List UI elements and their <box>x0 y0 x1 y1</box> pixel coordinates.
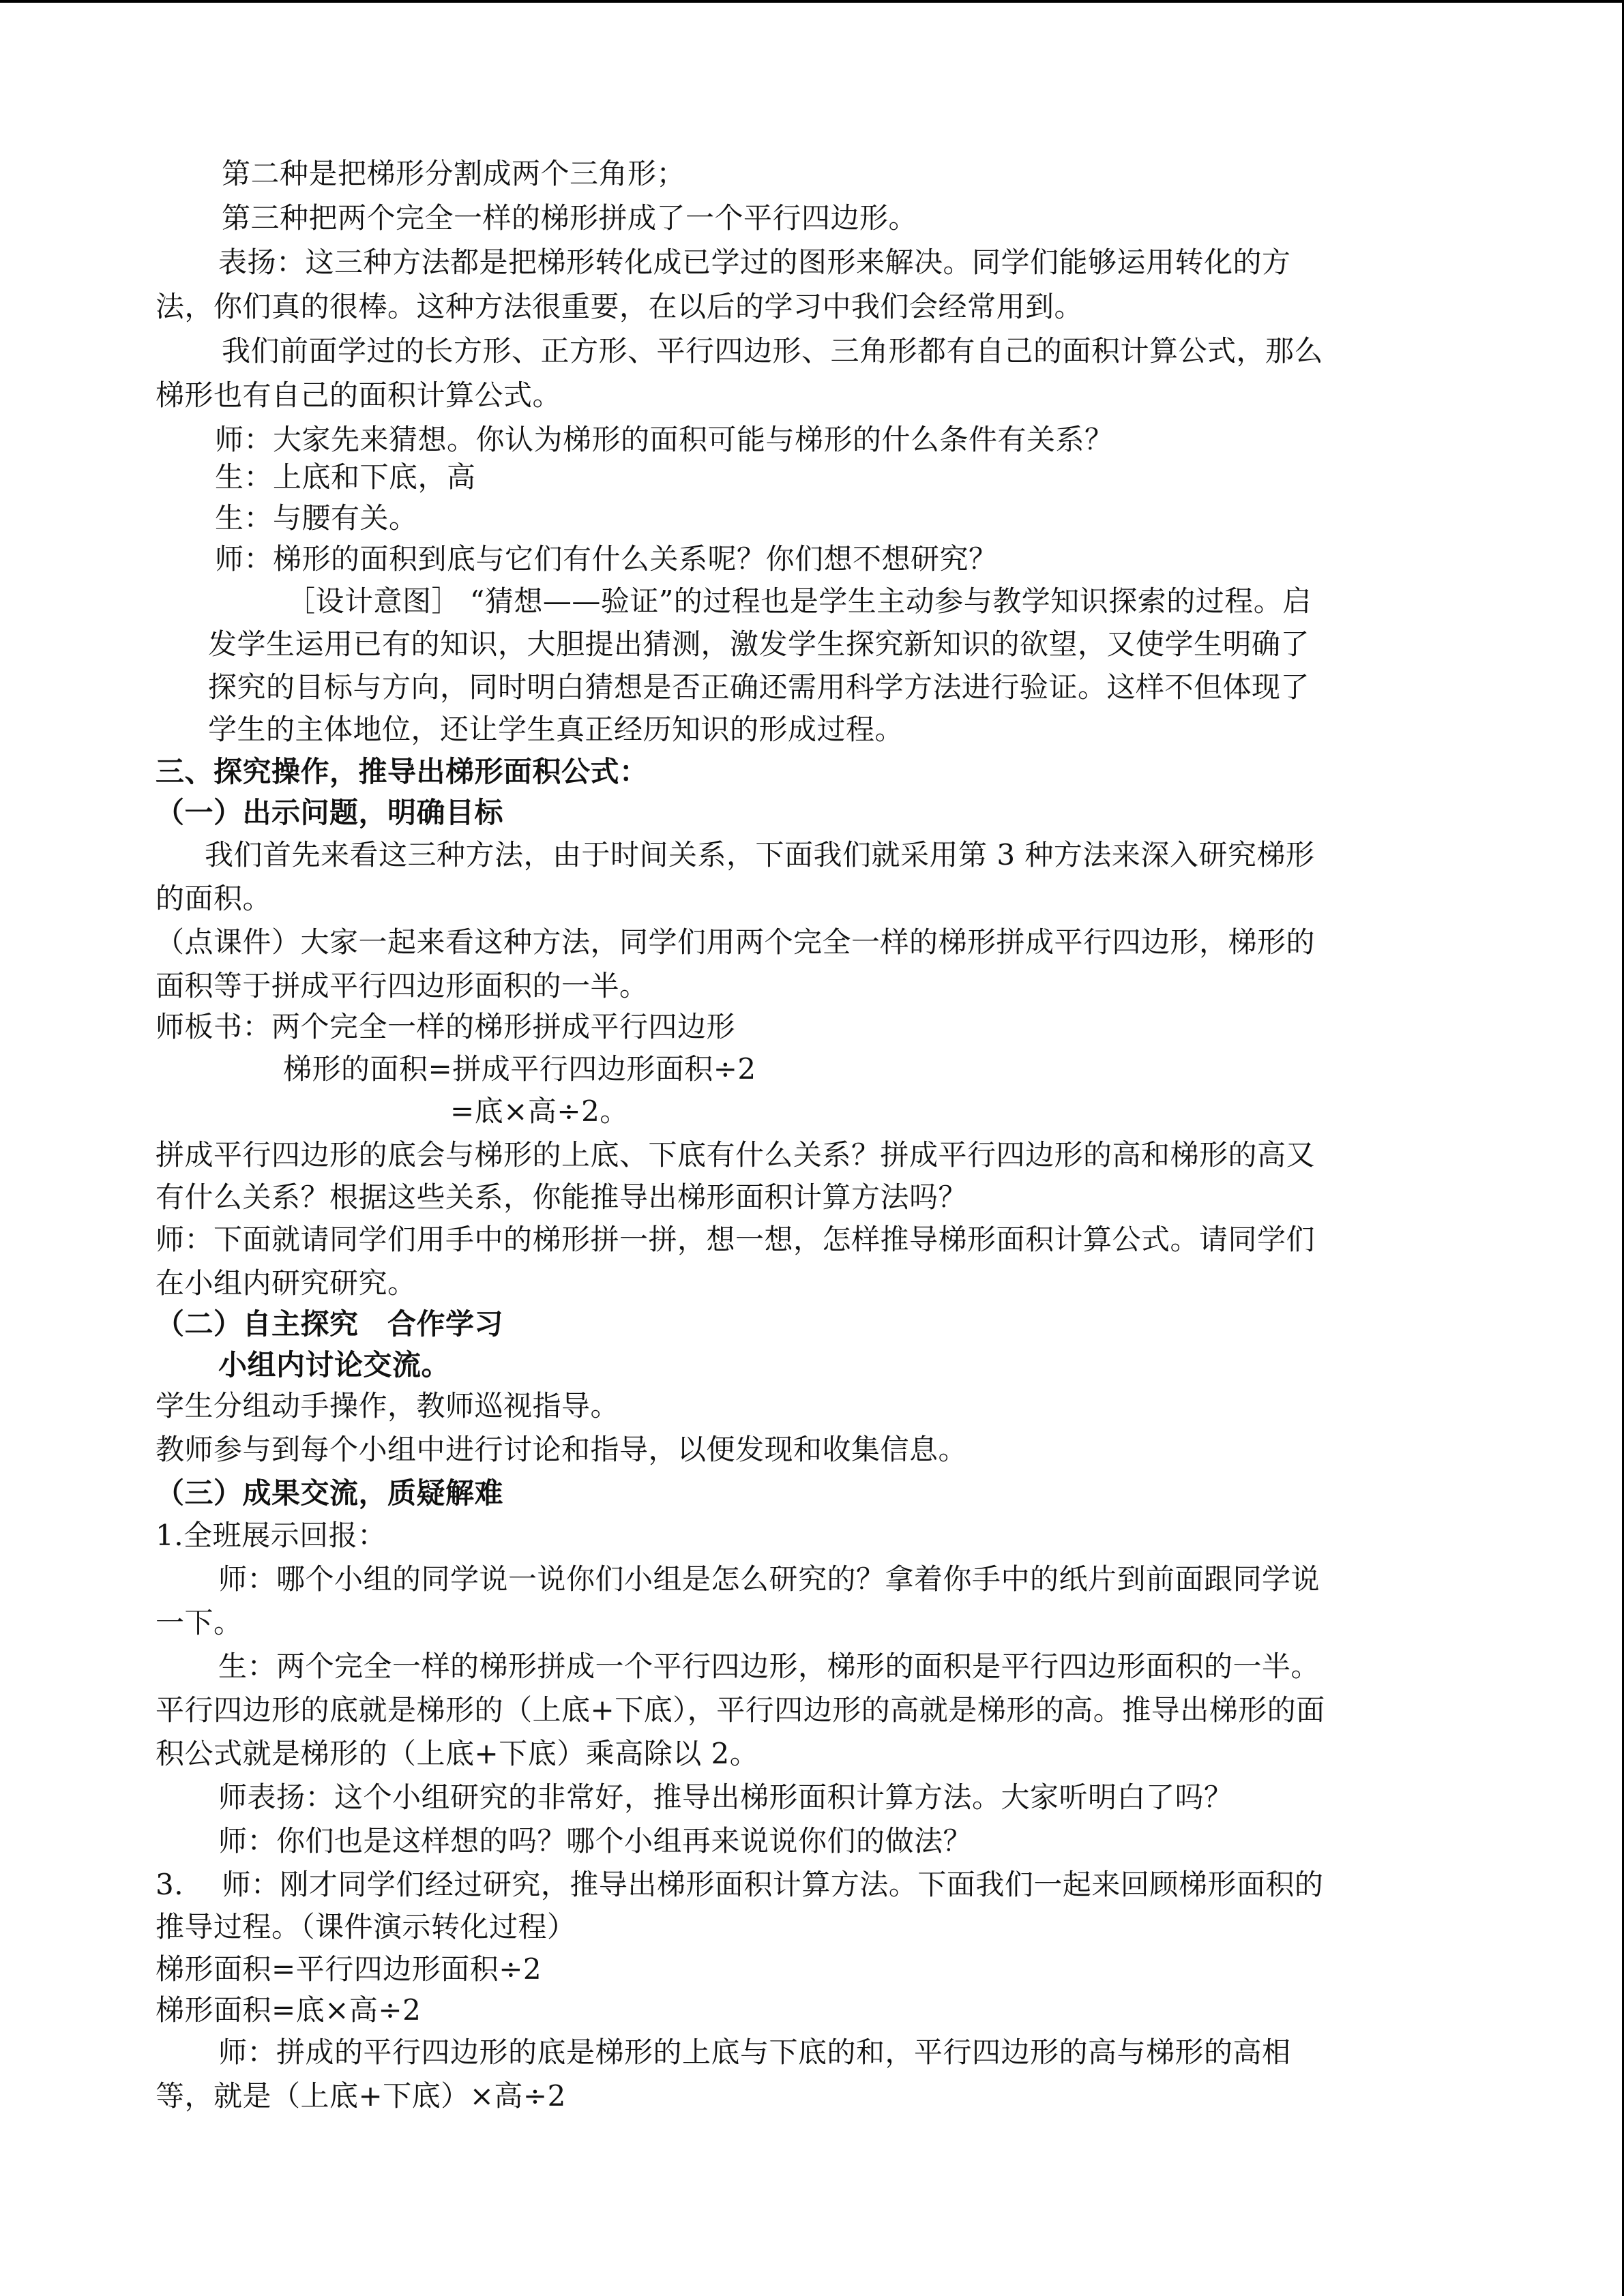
subsection-heading: （二）自主探究 合作学习 <box>156 1307 504 1341</box>
subsection-heading: （一）出示问题，明确目标 <box>156 796 504 829</box>
text-line: 师：下面就请同学们用手中的梯形拼一拼，想一想，怎样推导梯形面积计算公式。请同学们 <box>156 1223 1316 1256</box>
text-line: 师：你们也是这样想的吗？哪个小组再来说说你们的做法？ <box>218 1824 973 1858</box>
text-line: 平行四边形的底就是梯形的（上底+下底），平行四边形的高就是梯形的高。推导出梯形的面 <box>156 1693 1325 1727</box>
text-line: 拼成平行四边形的底会与梯形的上底、下底有什么关系？拼成平行四边形的高和梯形的高又 <box>156 1138 1316 1172</box>
formula-line: 梯形面积=平行四边形面积÷2 <box>156 1952 542 1986</box>
text-line: 学生的主体地位，还让学生真正经历知识的形成过程。 <box>208 713 904 746</box>
text-line: 1.全班展示回报： <box>156 1519 387 1552</box>
text-line: 面积等于拼成平行四边形面积的一半。 <box>156 969 649 1002</box>
text-line: 有什么关系？根据这些关系，你能推导出梯形面积计算方法吗？ <box>156 1180 968 1214</box>
text-line: 师板书：两个完全一样的梯形拼成平行四边形 <box>156 1010 736 1043</box>
text-line: 我们首先来看这三种方法，由于时间关系，下面我们就采用第 3 种方法来深入研究梯形 <box>205 838 1315 871</box>
formula-line: =底×高÷2。 <box>450 1094 629 1128</box>
formula-line: 梯形的面积=拼成平行四边形面积÷2 <box>283 1052 756 1086</box>
text-line: 积公式就是梯形的（上底+下底）乘高除以 2。 <box>156 1737 759 1770</box>
subsection-heading: （三）成果交流，质疑解难 <box>156 1476 504 1510</box>
text-line: 发学生运用已有的知识，大胆提出猜测，激发学生探究新知识的欲望，又使学生明确了 <box>208 627 1310 661</box>
text-line: 学生分组动手操作，教师巡视指导。 <box>156 1389 620 1422</box>
text-line: 生：两个完全一样的梯形拼成一个平行四边形，梯形的面积是平行四边形面积的一半。 <box>218 1650 1320 1683</box>
text-line: 推导过程。（课件演示转化过程） <box>156 1910 576 1943</box>
text-line: 探究的目标与方向，同时明白猜想是否正确还需用科学方法进行验证。这样不但体现了 <box>208 670 1310 704</box>
section-heading: 三、探究操作，推导出梯形面积公式： <box>156 755 649 788</box>
text-line: 在小组内研究研究。 <box>156 1266 417 1300</box>
text-line: 的面积。 <box>156 882 272 915</box>
text-line: 师：哪个小组的同学说一说你们小组是怎么研究的？拿着你手中的纸片到前面跟同学说 <box>218 1562 1320 1596</box>
text-line: 我们前面学过的长方形、正方形、平行四边形、三角形都有自己的面积计算公式，那么 <box>222 334 1324 368</box>
text-line: 一下。 <box>156 1606 243 1639</box>
text-line: 师：拼成的平行四边形的底是梯形的上底与下底的和，平行四边形的高与梯形的高相 <box>218 2036 1291 2069</box>
text-line: 生：上底和下底，高 <box>215 460 476 494</box>
formula-line: 梯形面积=底×高÷2 <box>156 1993 422 2027</box>
page-top-border <box>0 0 1624 3</box>
text-line: 梯形也有自己的面积计算公式。 <box>156 378 562 412</box>
text-line: 3. 师：刚才同学们经过研究，推导出梯形面积计算方法。下面我们一起来回顾梯形面积的 <box>156 1868 1324 1901</box>
bold-line: 小组内讨论交流。 <box>218 1348 451 1382</box>
text-line: 教师参与到每个小组中进行讨论和指导，以便发现和收集信息。 <box>156 1433 968 1466</box>
text-line: 师：大家先来猜想。你认为梯形的面积可能与梯形的什么条件有关系？ <box>215 423 1114 456</box>
text-line: 等，就是（上底+下底）×高÷2 <box>156 2079 566 2113</box>
text-line: 师表扬：这个小组研究的非常好，推导出梯形面积计算方法。大家听明白了吗？ <box>218 1780 1233 1814</box>
text-line: 第二种是把梯形分割成两个三角形； <box>222 157 686 190</box>
design-intent-line: ［设计意图］ “猜想——验证”的过程也是学生主动参与教学知识探索的过程。启 <box>286 584 1312 618</box>
text-line: 表扬：这三种方法都是把梯形转化成已学过的图形来解决。同学们能够运用转化的方 <box>218 245 1291 279</box>
text-line: 师：梯形的面积到底与它们有什么关系呢？你们想不想研究？ <box>215 542 998 576</box>
text-line: 生：与腰有关。 <box>215 501 418 535</box>
text-line: 第三种把两个完全一样的梯形拼成了一个平行四边形。 <box>222 201 918 235</box>
text-line: 法，你们真的很棒。这种方法很重要，在以后的学习中我们会经常用到。 <box>156 290 1084 323</box>
text-line: （点课件）大家一起来看这种方法，同学们用两个完全一样的梯形拼成平行四边形，梯形的 <box>156 925 1316 959</box>
